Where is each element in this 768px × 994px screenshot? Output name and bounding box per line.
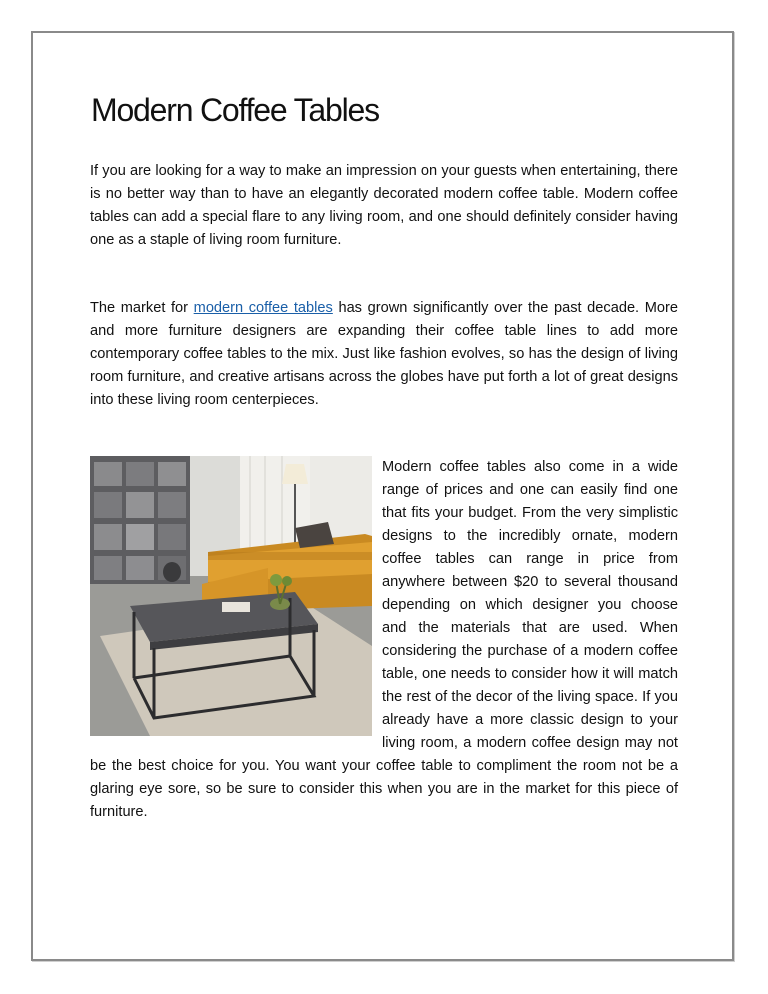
paragraph-prices	[90, 456, 678, 824]
paragraph-intro: If you are looking for a way to make an impression on your guests when entertaining, there is no better way than to have an elegantly decorated modern coffee table. Modern coffee tables can add a special flare to any living room, and one should definitely consider having one as a staple of living room furniture.	[90, 163, 678, 248]
living-room-photo	[90, 456, 374, 746]
paragraph-market-lead: The market for	[90, 300, 194, 316]
paragraph-market-rest: has grown significantly over the past decade. More and more furniture designers are expanding their coffee table lines to add more contemporary coffee tables to the mix. Just like fashion evolves, so has the design of living room furniture, and creative artisans across the globes have put forth a lot of great designs into these living room centerpieces.	[90, 300, 678, 408]
modern-coffee-tables-link[interactable]: modern coffee tables	[193, 300, 333, 316]
paragraph-prices-text: Modern coffee tables also come in a wide range of prices and one can easily find one that fits your budget. From the very simplistic designs to the incredibly ornate, modern coffee tables can range in price from anywhere between $20 to several thousand depending on which designer you choose and the materials that are used. When considering the purchase of a modern coffee table, one needs to consider how it will match the rest of the decor of the living space. If you already have a more classic design to your living room, a modern coffee design may not be the best choice for you. You want your coffee table to compliment the room not be a glaring eye sore, so be sure to consider this when you are in the market for this piece of furniture.	[90, 459, 678, 820]
page-title: Modern Coffee Tables	[91, 92, 379, 128]
paragraph-market	[90, 297, 678, 412]
